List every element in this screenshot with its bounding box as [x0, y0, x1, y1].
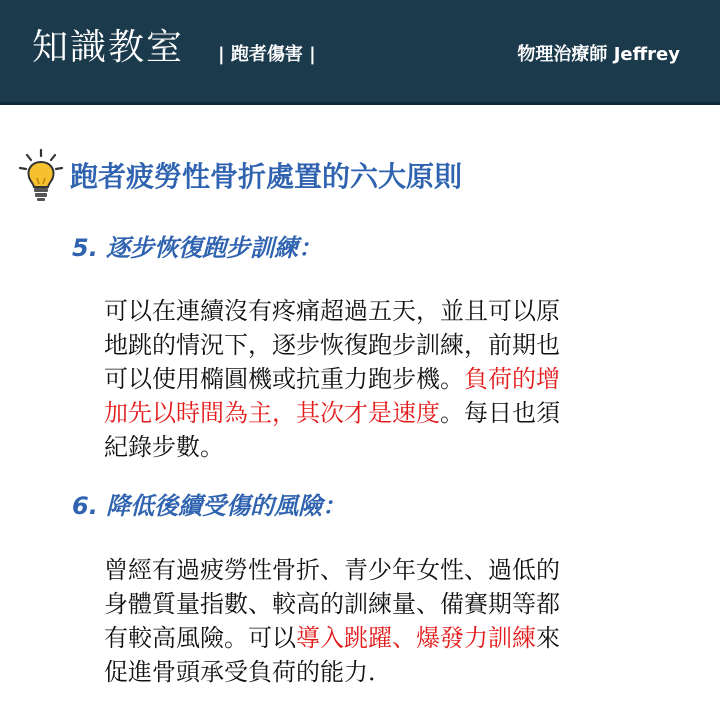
brand-title: 知識教室 [32, 27, 185, 68]
lightbulb-icon [18, 148, 64, 204]
body-text: 。每日也須 [440, 399, 560, 427]
body-text: 可以使用橢圓機或抗重力跑步機。 [104, 365, 464, 393]
highlight-text: 加先以時間為主，其次才是速度 [104, 399, 440, 427]
body-line: 地跳的情況下，逐步恢復跑步訓練，前期也 [104, 331, 560, 359]
body-text: 有較高風險。可以 [104, 624, 296, 652]
category-tag: | 跑者傷害 | [218, 44, 316, 65]
body-text: 來 [536, 624, 560, 652]
author-label: 物理治療師 Jeffrey [517, 44, 680, 65]
body-line [104, 396, 624, 430]
main-title: 跑者疲勞性骨折處置的六大原則 [70, 160, 463, 193]
body-line: 身體質量指數、較高的訓練量、備賽期等都 [104, 590, 560, 618]
section-heading-6: 6. 降低後續受傷的風險： [72, 492, 347, 520]
highlight-text: 導入跳躍、爆發力訓練 [296, 624, 536, 652]
title-row [18, 148, 708, 204]
section-body-5 [104, 294, 624, 464]
section-body-6 [104, 553, 624, 689]
body-line: 可以在連續沒有疼痛超過五天，並且可以原 [104, 297, 560, 325]
highlight-text: 負荷的增 [464, 365, 560, 393]
section-heading-5: 5. 逐步恢復跑步訓練： [72, 234, 323, 262]
body-line [104, 362, 624, 396]
header-bar [0, 0, 720, 105]
body-line: 紀錄步數。 [104, 433, 224, 461]
body-line: 促進骨頭承受負荷的能力． [104, 658, 392, 686]
body-line [104, 621, 624, 655]
body-line: 曾經有過疲勞性骨折、青少年女性、過低的 [104, 556, 560, 584]
